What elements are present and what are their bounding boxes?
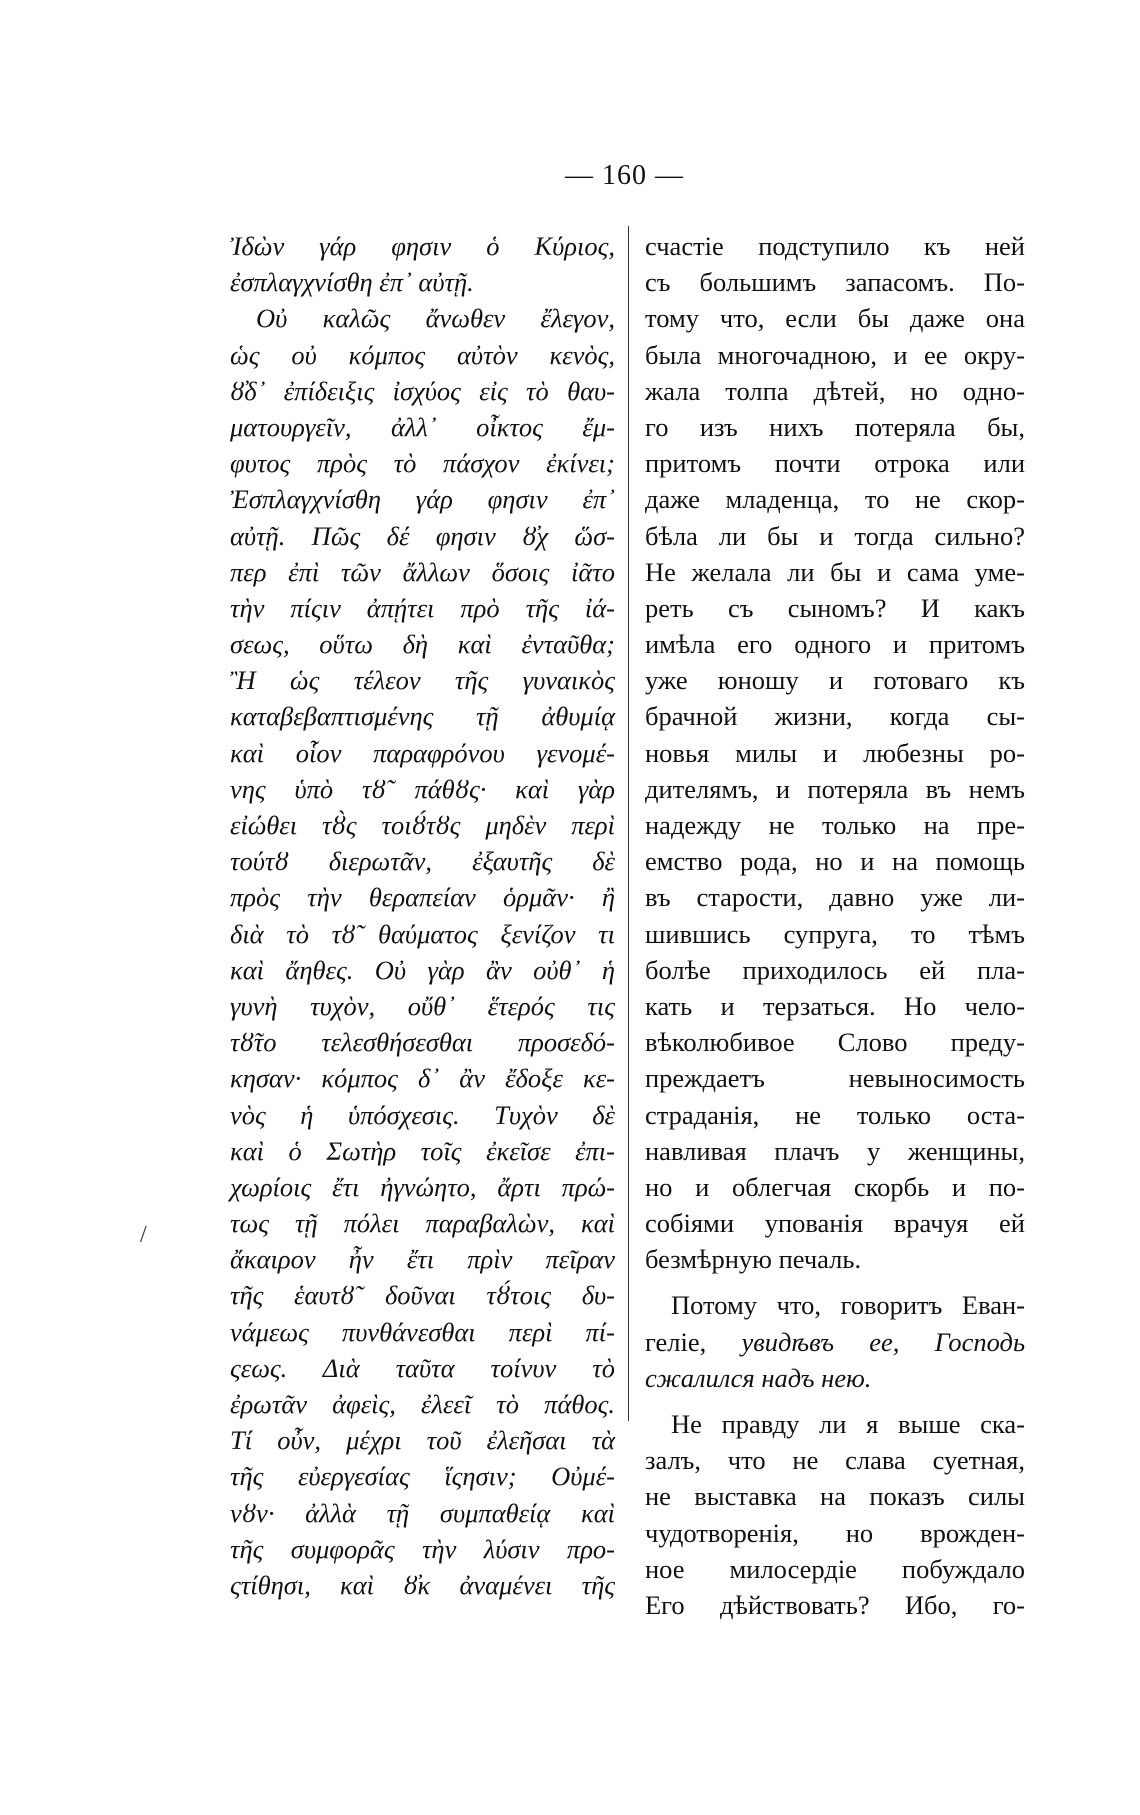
column-divider bbox=[628, 226, 629, 1421]
greek-column bbox=[230, 228, 615, 1603]
text-line: ςεως. Διὰ ταῦτα τοίνυν τὸ bbox=[230, 1352, 615, 1383]
text-line: тому что, если бы даже она bbox=[645, 303, 1025, 334]
russian-paragraph-2 bbox=[645, 1287, 1025, 1396]
text-line: τὴν πίςιν ἀπῄτει πρὸ τῆς ἰά- bbox=[230, 592, 615, 623]
text-line: надежду не только на пре- bbox=[645, 810, 1025, 840]
text-line: τῆς ἑαυτȣ̃ δοῦναι τȣ́τοις δυ- bbox=[230, 1280, 615, 1311]
russian-paragraph-1 bbox=[645, 228, 1025, 1277]
paragraph-gap bbox=[645, 1277, 1025, 1287]
russian-paragraph-3 bbox=[645, 1406, 1025, 1623]
text-line: ȣ̓δ᾽ ἐπίδειξις ἰσχύος εἰς τὸ θαυ- bbox=[230, 375, 615, 406]
russian-column bbox=[645, 228, 1025, 1623]
text-line: Ἰδὼν γάρ φησιν ὁ Κύριος, bbox=[230, 231, 615, 261]
text-line: τȣ̃το τελεσθήσεσθαι προσεδό- bbox=[230, 1027, 615, 1058]
text-line: безмѣрную печаль. bbox=[645, 1244, 862, 1275]
text-line: Τί οὖν, μέχρι τοῦ ἐλεῆσαι τὰ bbox=[230, 1425, 615, 1456]
text-line: вѣколюбивое Слово преду- bbox=[645, 1027, 1025, 1058]
text-line: αὐτῇ. Πῶς δέ φησιν ȣ̓χ ὥσ- bbox=[230, 520, 615, 551]
text-line: Οὐ καλῶς ἄνωθεν ἔλεγον, bbox=[256, 303, 615, 334]
text-line: жала толпа дѣтей, но одно- bbox=[645, 375, 1025, 406]
text-line: Потому что, говоритъ Еван- bbox=[671, 1290, 1025, 1321]
text-line: страданія, не только оста- bbox=[645, 1099, 1025, 1130]
text-line: чудотворенія, но врожден- bbox=[645, 1517, 1025, 1548]
text-line: ματουργεῖν, ἀλλ᾽ οἶκτος ἔμ- bbox=[230, 411, 615, 442]
text-line: кать и терзаться. Но чело- bbox=[645, 990, 1025, 1021]
text-line: εἰώθει τȣ̀ς τοιȣ́τȣς μηδὲν περὶ bbox=[230, 810, 615, 840]
text-line: реть съ сыномъ? И какъ bbox=[645, 592, 1025, 623]
text-line: имѣла его одного и притомъ bbox=[645, 629, 1025, 660]
text-line: ἄκαιρον ἦν ἔτι πρὶν πεῖραν bbox=[230, 1244, 615, 1275]
text-line: καὶ οἷον παραφρόνου γενομέ- bbox=[230, 737, 615, 768]
text-line: καὶ ὁ Σωτὴρ τοῖς ἐκεῖσε ἐπι- bbox=[230, 1135, 615, 1166]
page-number: — 160 — bbox=[565, 160, 684, 191]
text-line: νȣν· ἀλλὰ τῇ συμπαθείᾳ καὶ bbox=[230, 1497, 615, 1528]
text-line: ςτίθησι, καὶ ȣ̓κ ἀναμένει τῆς bbox=[230, 1569, 615, 1600]
text-line: брачной жизни, когда сы- bbox=[645, 701, 1025, 732]
text-line: была многочадною, и ее окру- bbox=[645, 339, 1025, 370]
italic-quote: увидѣвъ ее, Господь bbox=[741, 1326, 1025, 1357]
text-line: Не правду ли я выше ска- bbox=[671, 1409, 1025, 1439]
text-line: болѣе приходилось ей пла- bbox=[645, 954, 1025, 985]
text-line: навливая плачъ у женщины, bbox=[645, 1135, 1025, 1166]
text-line: ἐρωτᾶν ἀφεὶς, ἐλεεῖ τὸ πάθος. bbox=[230, 1389, 615, 1419]
text-line: съ большимъ запасомъ. По- bbox=[645, 267, 1025, 298]
text-line: Его дѣйствовать? Ибо, го- bbox=[645, 1589, 1025, 1620]
text-line: περ ἐπὶ τῶν ἄλλων ὅσοις ἰᾶτο bbox=[230, 556, 615, 587]
text-line: τούτȣ διερωτᾶν, ἐξαυτῆς δὲ bbox=[230, 846, 615, 877]
margin-mark: / bbox=[140, 1222, 147, 1248]
text-line: κησαν· κόμπος δ᾽ ἂν ἔδοξε κε- bbox=[230, 1063, 615, 1094]
text-line: σεως, οὕτω δὴ καὶ ἐνταῦθα; bbox=[230, 629, 615, 660]
text-line: ἐσπλαγχνίσθη ἐπ᾽ αὐτῇ. bbox=[230, 267, 474, 298]
text-line: го изъ нихъ потеряла бы, bbox=[645, 411, 1025, 442]
paragraph-gap bbox=[645, 1396, 1025, 1406]
text-line: собіями упованія врачуя ей bbox=[645, 1208, 1025, 1239]
text-line: залъ, что не слава суетная, bbox=[645, 1445, 1025, 1476]
text-line: счастіе подступило къ ней bbox=[645, 231, 1025, 261]
text-line: τῆς συμφορᾶς τὴν λύσιν προ- bbox=[230, 1533, 615, 1564]
text-line: νης ὑπὸ τȣ̃ πάθȣς· καὶ γὰρ bbox=[230, 773, 615, 804]
text-line: καταβεβαπτισμένης τῇ ἀθυμίᾳ bbox=[230, 701, 615, 732]
text-line bbox=[645, 1324, 1025, 1360]
text-line: но и облегчая скорбь и по- bbox=[645, 1171, 1025, 1202]
text-fragment: геліе, bbox=[645, 1326, 742, 1357]
text-line: преждаетъ невыносимость bbox=[645, 1063, 1025, 1094]
text-line: Ἐσπλαγχνίσθη γάρ φησιν ἐπ᾽ bbox=[230, 484, 615, 515]
text-line: ное милосердіе побуждало bbox=[645, 1553, 1025, 1584]
text-line: новья милы и любезны ро- bbox=[645, 737, 1025, 768]
text-line: καὶ ἄηθες. Οὐ γὰρ ἂν οὐθ᾽ ἡ bbox=[230, 954, 615, 985]
text-line: γυνὴ τυχὸν, οὔθ᾽ ἕτερός τις bbox=[230, 990, 615, 1021]
text-line: даже младенца, то не скор- bbox=[645, 484, 1025, 515]
text-line: въ старости, давно уже ли- bbox=[645, 882, 1025, 913]
text-line: Не желала ли бы и сама уме- bbox=[645, 556, 1025, 587]
text-line: уже юношу и готоваго къ bbox=[645, 665, 1025, 696]
text-line: бѣла ли бы и тогда сильно? bbox=[645, 520, 1025, 551]
text-line: φυτος πρὸς τὸ πάσχον ἐκίνει; bbox=[230, 448, 615, 479]
text-line: νὸς ἡ ὑπόσχεσις. Τυχὸν δὲ bbox=[230, 1099, 615, 1130]
text-line: не выставка на показъ силы bbox=[645, 1481, 1025, 1512]
italic-quote: сжалился надъ нею. bbox=[645, 1362, 872, 1393]
text-line: дителямъ, и потеряла въ немъ bbox=[645, 773, 1025, 804]
text-line: πρὸς τὴν θεραπείαν ὁρμᾶν· ἢ bbox=[230, 882, 615, 913]
text-line: νάμεως πυνθάνεσθαι περὶ πί- bbox=[230, 1316, 615, 1347]
text-line: τῆς εὐεργεσίας ἵςησιν; Οὐμέ- bbox=[230, 1461, 615, 1492]
text-line: притомъ почти отрока или bbox=[645, 448, 1025, 479]
text-line: διὰ τὸ τȣ̃ θαύματος ξενίζον τι bbox=[230, 918, 615, 949]
text-line: емство рода, но и на помощь bbox=[645, 846, 1025, 877]
text-line: шившись супруга, то тѣмъ bbox=[645, 918, 1025, 949]
text-line: χωρίοις ἔτι ἠγνώητο, ἄρτι πρώ- bbox=[230, 1171, 615, 1202]
text-line: ὡς οὐ κόμπος αὐτὸν κενὸς, bbox=[230, 339, 615, 370]
text-line: τως τῇ πόλει παραβαλὼν, καὶ bbox=[230, 1208, 615, 1239]
text-line: Ἢ ὡς τέλεον τῆς γυναικὸς bbox=[230, 665, 615, 696]
